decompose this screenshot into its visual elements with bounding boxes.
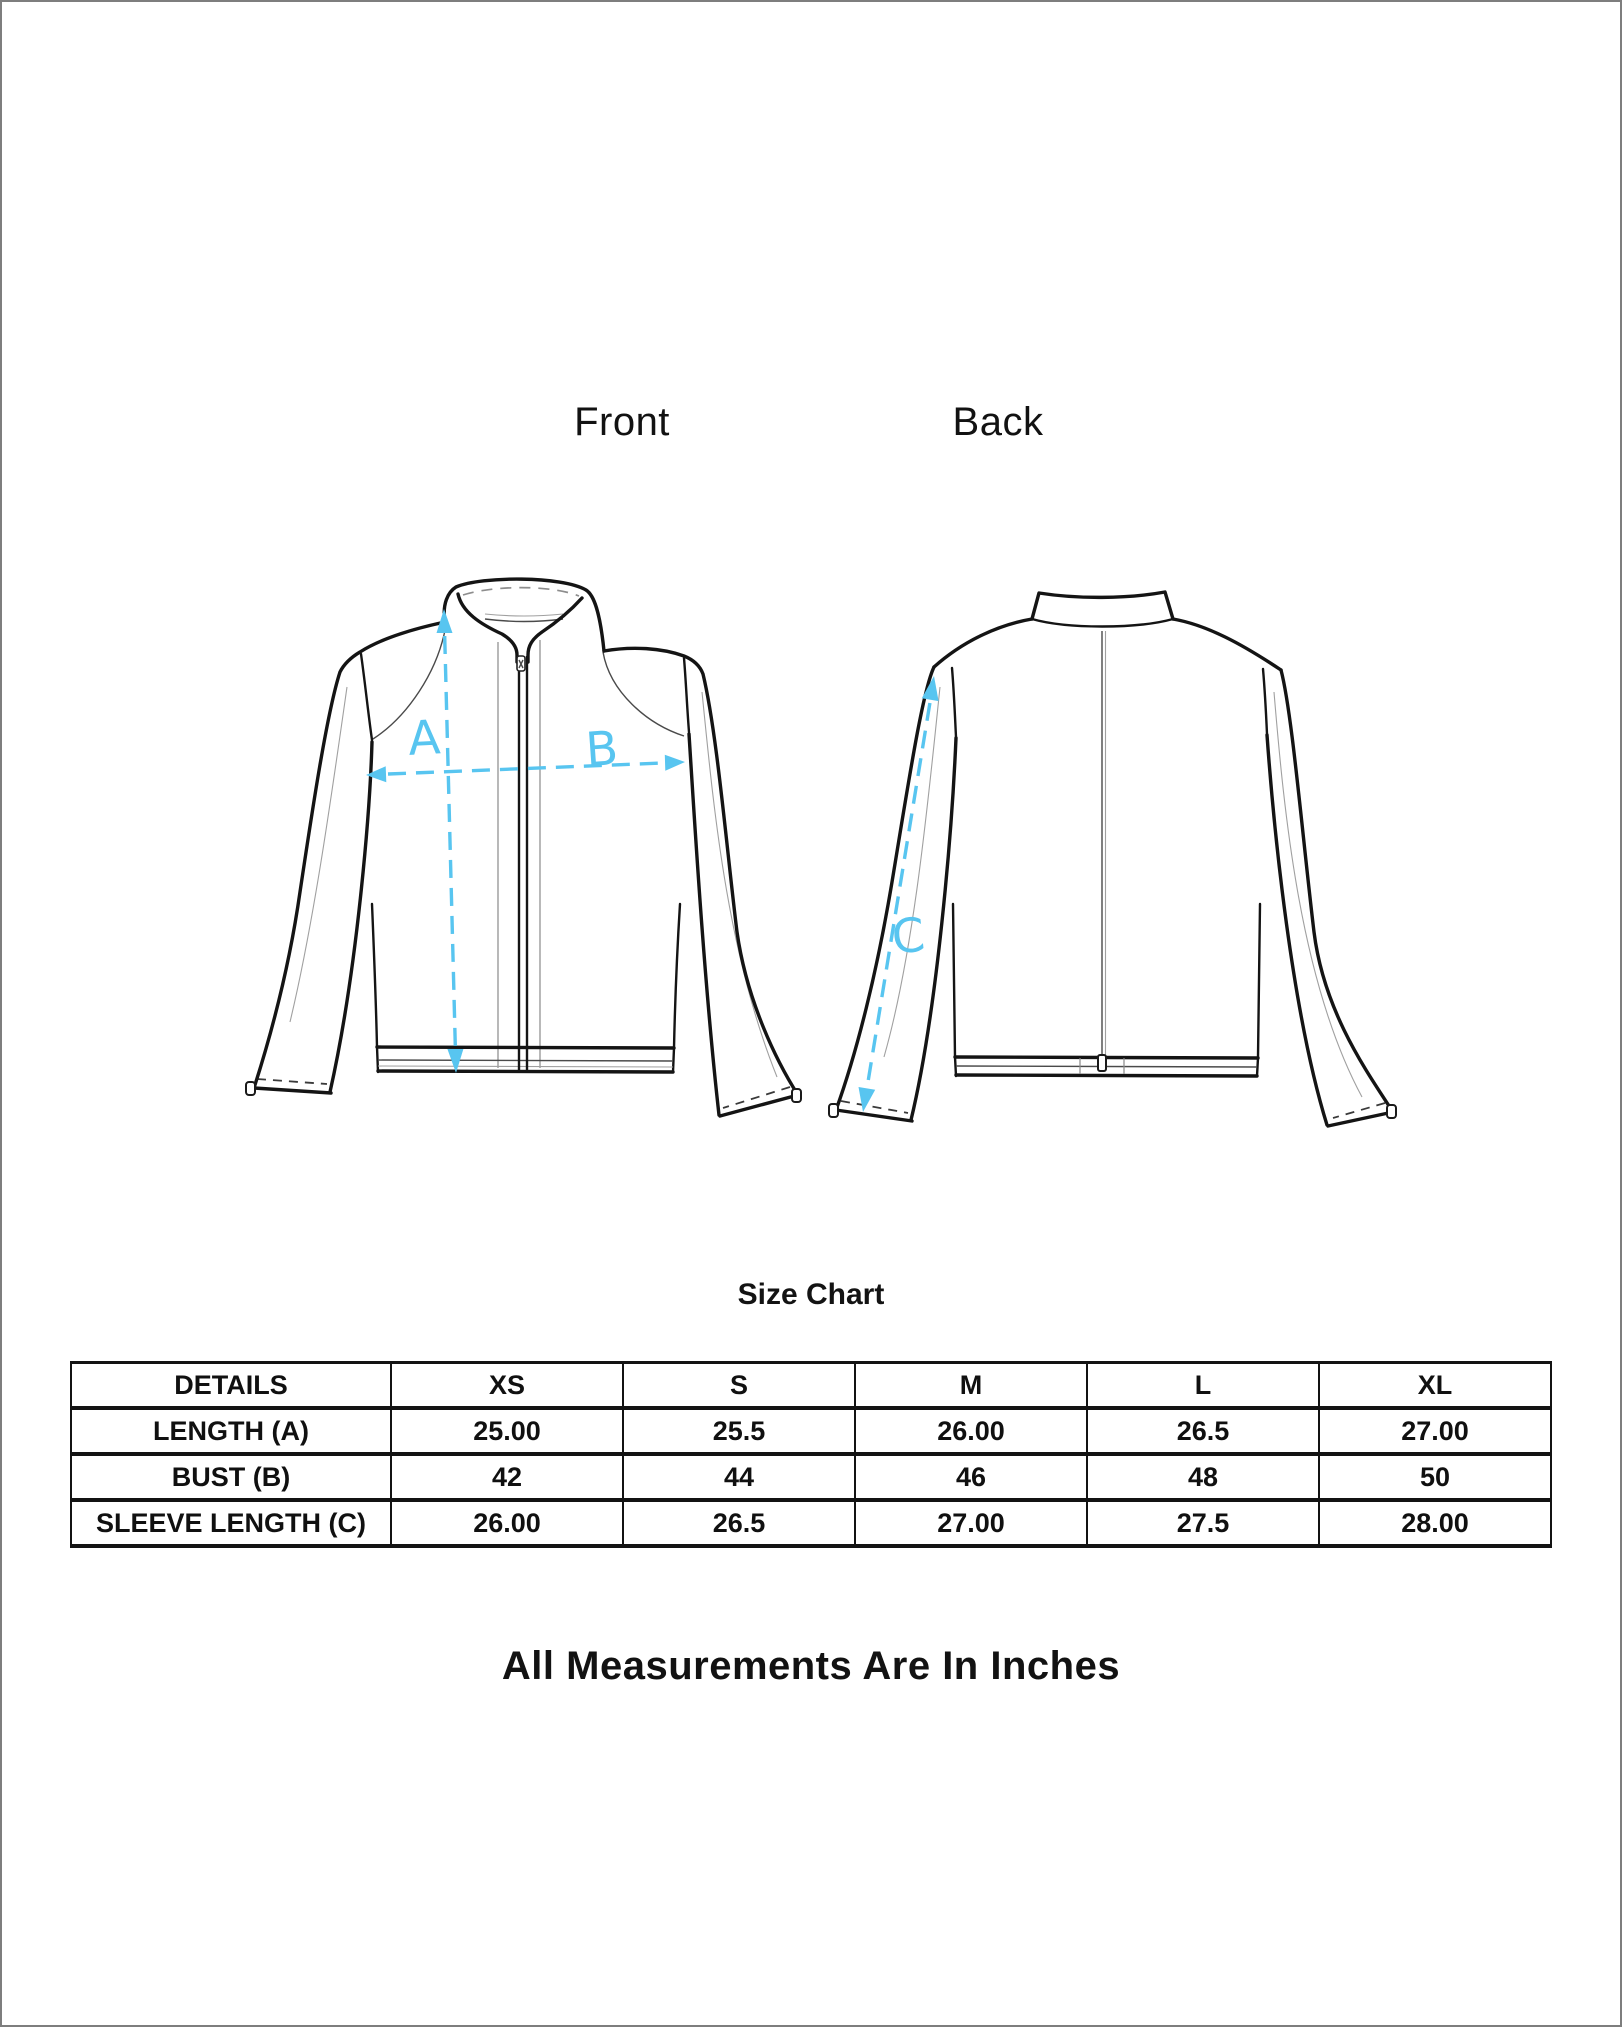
measure-label-a: A: [406, 710, 442, 767]
table-row-sleeve-length: [71, 1500, 1551, 1546]
center-back-seam: [1102, 631, 1106, 1056]
measure-arrow-a: [407, 609, 464, 1073]
table-row-length: [71, 1408, 1551, 1454]
header-cell-details: DETAILS: [71, 1363, 391, 1409]
header-cell-xs: XS: [391, 1363, 623, 1409]
value-cell: 26.5: [623, 1500, 855, 1546]
front-view-label: Front: [574, 400, 670, 444]
value-cell: 25.00: [391, 1408, 623, 1454]
value-cell: 50: [1319, 1454, 1551, 1500]
value-cell: 28.00: [1319, 1500, 1551, 1546]
size-chart-title: Size Chart: [737, 1278, 885, 1311]
header-cell-m: M: [855, 1363, 1087, 1409]
measurements-footnote: All Measurements Are In Inches: [501, 1644, 1121, 1688]
back-outline: [836, 592, 1393, 1126]
header-cell-s: S: [623, 1363, 855, 1409]
value-cell: 46: [855, 1454, 1087, 1500]
collar-stitch-line: [463, 588, 579, 596]
jacket-front-diagram: [232, 552, 812, 1152]
measure-label-c: C: [889, 907, 928, 966]
hem-seam-line: [378, 1060, 673, 1061]
zipper-pull-icon: [517, 656, 525, 671]
measure-label-b: B: [583, 720, 620, 779]
row-label-cell: LENGTH (A): [71, 1408, 391, 1454]
value-cell: 27.5: [1087, 1500, 1319, 1546]
header-cell-xl: XL: [1319, 1363, 1551, 1409]
back-zip-stop: [1098, 1055, 1106, 1071]
row-label-cell: SLEEVE LENGTH (C): [71, 1500, 391, 1546]
value-cell: 27.00: [1319, 1408, 1551, 1454]
back-cuff-stitches: [841, 1101, 1385, 1118]
value-cell: 48: [1087, 1454, 1319, 1500]
hem-fine-line: [378, 1066, 673, 1067]
value-cell: 44: [623, 1454, 855, 1500]
value-cell: 26.00: [391, 1500, 623, 1546]
header-cell-l: L: [1087, 1363, 1319, 1409]
size-chart-table: [70, 1361, 1552, 1548]
zipper: [519, 656, 527, 1071]
table-header-row: [71, 1363, 1551, 1409]
value-cell: 27.00: [855, 1500, 1087, 1546]
back-view-label: Back: [952, 400, 1044, 444]
value-cell: 42: [391, 1454, 623, 1500]
value-cell: 26.00: [855, 1408, 1087, 1454]
value-cell: 26.5: [1087, 1408, 1319, 1454]
value-cell: 25.5: [623, 1408, 855, 1454]
row-label-cell: BUST (B): [71, 1454, 391, 1500]
front-cuff-stitches: [257, 1079, 790, 1108]
jacket-back-diagram: [822, 552, 1402, 1152]
table-row-bust: [71, 1454, 1551, 1500]
